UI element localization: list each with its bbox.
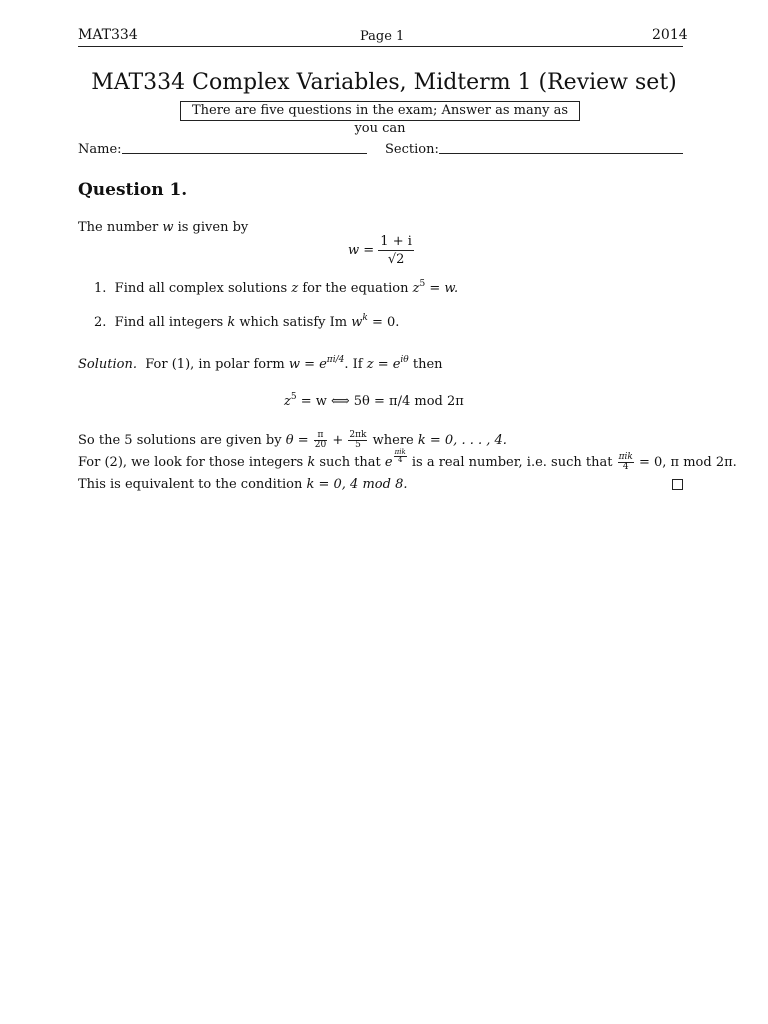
name-label: Name:: [78, 142, 122, 157]
w-definition: w = $\frac{1 + i}{√2}$: [348, 234, 412, 267]
question-intro: The number w is given by: [78, 220, 249, 235]
list-item: 2. Find all integers k which satisfy Im $w^k = 0$.: [94, 313, 400, 330]
solution-label: Solution.: [78, 357, 137, 372]
section-label: Section:: [385, 142, 439, 157]
header-rule: [78, 46, 683, 47]
question-heading: Question 1.: [78, 180, 188, 200]
header-page: Page 1: [360, 29, 405, 44]
page-title: MAT334 Complex Variables, Midterm 1 (Review set): [91, 70, 677, 95]
name-field[interactable]: [122, 153, 367, 154]
list-item: 1. Find all complex solutions z for the equation $z^5 = w$.: [94, 279, 459, 296]
instructions-box: There are five questions in the exam; Answer as many as you can: [180, 101, 580, 121]
header-course: MAT334: [78, 27, 138, 43]
header-year: 2014: [652, 27, 688, 43]
section-field[interactable]: [439, 153, 683, 154]
solution-line-1: So the 5 solutions are given by θ = $\frac{\pi}{20}$ + $\frac{2\pi k}{5}$ where k = 0, . . . , 4.: [78, 430, 507, 450]
solution-line-3: This is equivalent to the condition k = 0, 4 mod 8.: [78, 477, 408, 492]
equivalence-equation: $z^5 = w$ ⟺ 5θ = π/4 mod 2π: [284, 392, 464, 409]
solution-line-2: For (2), we look for those integers k such that e $\frac{\text{πik}}{4}$ is a real number, i.e. such that $\frac{\text{πik}}{4}$ = 0, π mod 2π.: [78, 448, 737, 472]
qed-box-icon: [672, 479, 683, 490]
solution-intro: Solution. For (1), in polar form $w = e^{\pi i/4}$. If $z = e^{i\theta}$ then: [78, 355, 443, 372]
